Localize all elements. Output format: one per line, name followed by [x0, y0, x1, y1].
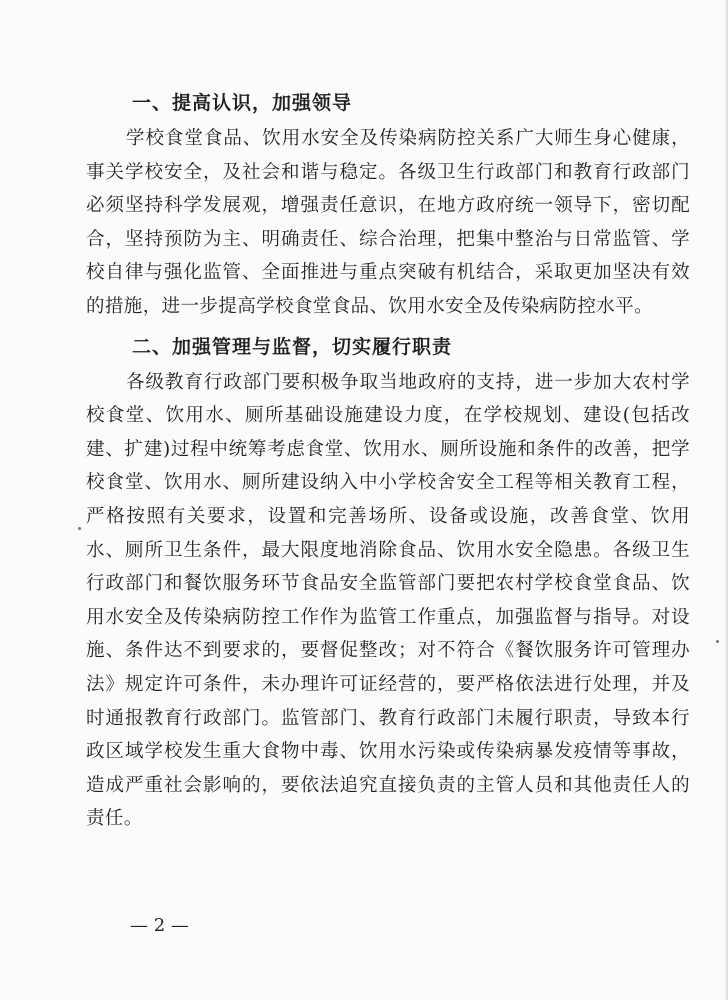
scan-edge [724, 0, 728, 1000]
page-number: — 2 — [130, 915, 189, 936]
section-paragraph-1: 学校食堂食品、饮用水安全及传染病防控关系广大师生身心健康，事关学校安全，及社会和谐与稳定。各级卫生行政部门和教育行政部门必须坚持科学发展观，增强责任意识，在地方政府统一领导下，密切配合，坚持预防为主、明确责任、综合治理，把集中整治与日常监管、学校自律与强化监管、全面推进与重点突破有机结合，采取更加坚决有效的措施，进一步提高学校食堂食品、饮用水安全及传染病防控水平。 [86, 128, 690, 317]
section-heading-1: 一、提高认识，加强领导 [132, 92, 353, 114]
section-heading-2: 二、加强管理与监督，切实履行职责 [132, 335, 453, 358]
scan-speck [78, 527, 81, 530]
document-body [86, 88, 690, 836]
section-paragraph-2: 各级教育行政部门要积极争取当地政府的支持，进一步加大农村学校食堂、饮用水、厕所基础设施建设力度，在学校规划、建设(包括改建、扩建)过程中统筹考虑食堂、饮用水、厕所设施和条件的改善，把学校食堂、饮用水、厕所建设纳入中小学校舍安全工程等相关教育工程，严格按照有关要求，设置和完善场所、设备或设施，改善食堂、饮用水、厕所卫生条件，最大限度地消除食品、饮用水安全隐患。各级卫生行政部门和餐饮服务环节食品安全监管部门要把农村学校食堂食品、饮用水安全及传染病防控工作作为监管工作重点，加强监督与指导。对设施、条件达不到要求的，要督促整改；对不符合《餐饮服务许可管理办法》规定许可条件，未办理许可证经营的，要严格依法进行处理，并及时通报教育行政部门。监管部门、教育行政部门未履行职责，导致本行政区域学校发生重大食物中毒、饮用水污染或传染病暴发疫情等事故，造成严重社会影响的，要依法追究直接负责的主管人员和其他责任人的责任。 [86, 371, 690, 830]
scan-speck [716, 640, 719, 643]
